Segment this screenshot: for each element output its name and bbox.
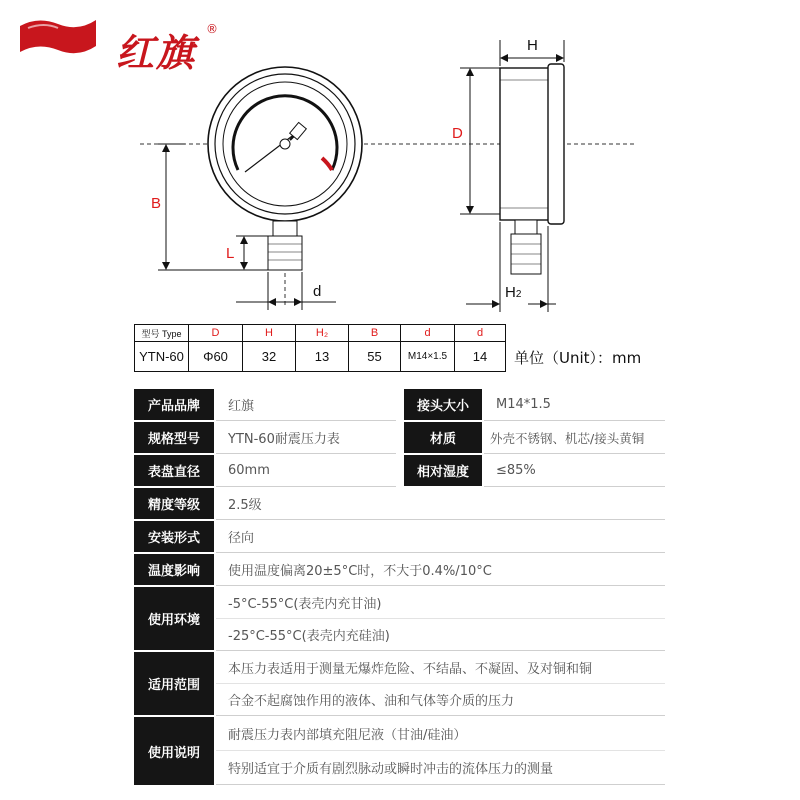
spec-label-connector: 接头大小 — [404, 389, 482, 420]
value-type: YTN-60 — [135, 342, 189, 372]
spec-label-model: 规格型号 — [134, 422, 214, 453]
dim-label-l: L — [226, 245, 235, 262]
value-d-thread: M14×1.5 — [401, 342, 455, 372]
header-d-thread: d — [401, 325, 455, 342]
dim-label-d-side: D — [452, 125, 463, 142]
spec-value-model: YTN-60耐震压力表 — [216, 422, 396, 454]
spec-value-mount: 径向 — [216, 521, 665, 553]
spec-row-dial — [134, 455, 665, 487]
spec-label-usage: 使用说明 — [134, 717, 214, 785]
spec-row-scope — [134, 652, 665, 716]
unit-text: 单位（Unit）：mm — [514, 349, 642, 367]
brand-logo-text: 红旗 — [116, 30, 197, 75]
spec-row-mount — [134, 521, 665, 553]
registered-mark: ® — [206, 22, 218, 36]
dimension-table-header — [135, 325, 506, 342]
spec-row-brand — [134, 389, 665, 421]
spec-label-humidity: 相对湿度 — [404, 455, 482, 486]
spec-value-usage-1: 耐震压力表内部填充阻尼液（甘油/硅油） — [216, 717, 665, 751]
value-b: 55 — [349, 342, 401, 372]
spec-row-environment — [134, 587, 665, 651]
dimension-table-row — [135, 342, 506, 372]
gauge-drawing — [0, 0, 800, 320]
header-d-diameter: D — [189, 325, 243, 342]
value-d-size: 14 — [455, 342, 506, 372]
dim-label-d-front: d — [313, 283, 322, 300]
spec-label-scope: 适用范围 — [134, 652, 214, 715]
spec-value-dial: 60mm — [216, 455, 396, 487]
spec-value-temperature: 使用温度偏离20±5°C时，不大于0.4%/10°C — [216, 554, 665, 586]
spec-row-temperature — [134, 554, 665, 586]
dim-label-b: B — [151, 195, 162, 212]
spec-label-material: 材质 — [404, 422, 482, 453]
spec-label-mount: 安装形式 — [134, 521, 214, 552]
value-d-diameter: Φ60 — [189, 342, 243, 372]
spec-row-usage — [134, 717, 665, 785]
header-d-size: d — [455, 325, 506, 342]
header-type: 型号 Type — [135, 325, 189, 342]
spec-row-model — [134, 422, 665, 454]
spec-value-accuracy: 2.5级 — [216, 488, 665, 520]
dim-label-h2: H2 — [505, 284, 522, 301]
spec-value-material: 外壳不锈钢、机芯/接头黄铜 — [484, 422, 665, 454]
value-h2: 13 — [296, 342, 349, 372]
spec-label-brand: 产品品牌 — [134, 389, 214, 420]
dimension-table — [134, 324, 506, 372]
spec-value-environment-1: -5°C-55°C(表壳内充甘油) — [216, 587, 665, 619]
gauge-dimension-diagram — [0, 0, 800, 320]
header-h: H — [243, 325, 296, 342]
spec-label-temperature: 温度影响 — [134, 554, 214, 585]
spec-value-connector: M14*1.5 — [484, 389, 665, 421]
value-h: 32 — [243, 342, 296, 372]
spec-row-accuracy — [134, 488, 665, 520]
spec-label-accuracy: 精度等级 — [134, 488, 214, 519]
spec-value-scope-1: 本压力表适用于测量无爆炸危险、不结晶、不凝固、及对铜和铜 — [216, 652, 665, 684]
dim-label-h: H — [527, 37, 538, 54]
spec-label-dial: 表盘直径 — [134, 455, 214, 486]
header-h2: H₂ — [296, 325, 349, 342]
spec-value-usage-2: 特别适宜于介质有剧烈脉动或瞬时冲击的流体压力的测量 — [216, 751, 665, 785]
spec-value-scope-2: 合金不起腐蚀作用的液体、油和气体等介质的压力 — [216, 684, 665, 716]
spec-label-environment: 使用环境 — [134, 587, 214, 650]
spec-value-environment-2: -25°C-55°C(表壳内充硅油) — [216, 619, 665, 651]
spec-value-brand: 红旗 — [216, 389, 396, 421]
spec-value-humidity: ≤85% — [484, 455, 665, 487]
header-b: B — [349, 325, 401, 342]
